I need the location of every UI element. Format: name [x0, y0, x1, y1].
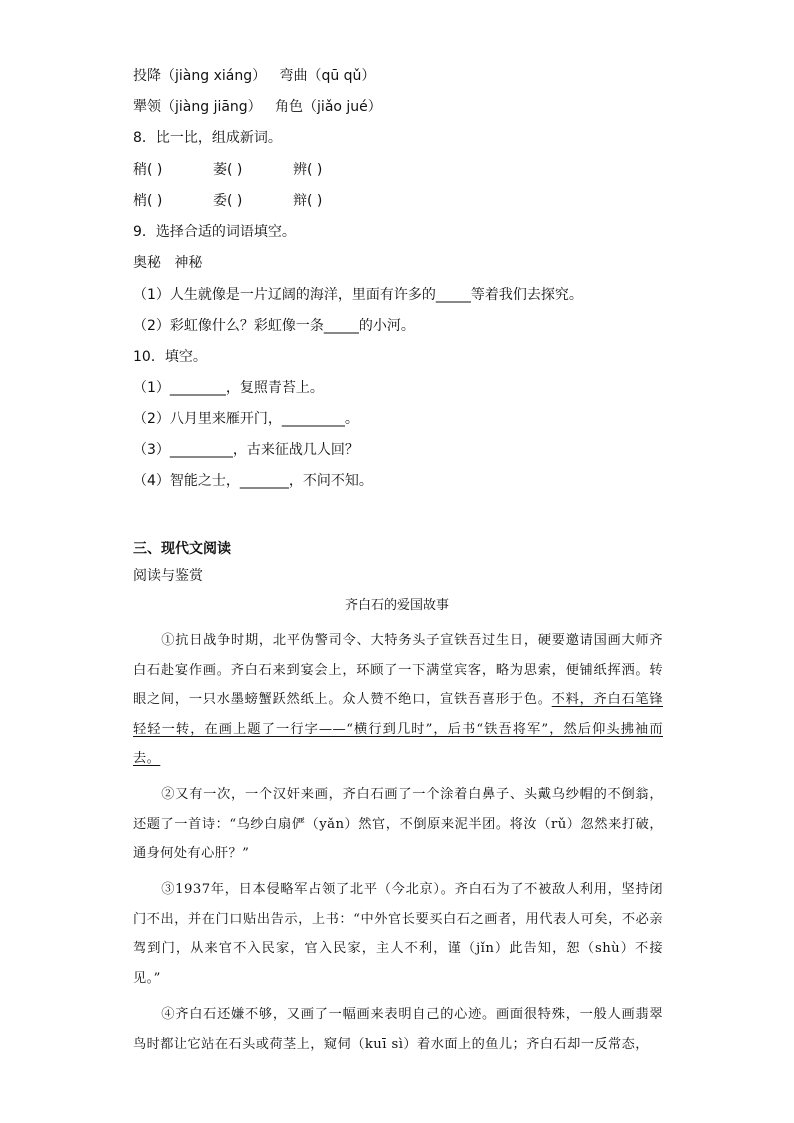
question-9-title: 9．选择合适的词语填空。 — [133, 224, 296, 240]
question-9-options: 奥秘 神秘 — [133, 255, 203, 271]
pinyin-word-juese: 角色（jiǎo jué） — [275, 99, 382, 115]
q8-cell-wei-entrust[interactable]: 委( ) — [213, 193, 243, 209]
section-3-subtitle: 阅读与鉴赏 — [133, 568, 203, 584]
q8-cell-wei[interactable]: 萎( ) — [213, 162, 243, 178]
section-3-title: 三、现代文阅读 — [133, 541, 231, 557]
article-paragraph-3 — [133, 875, 663, 993]
pinyin-line-1 — [133, 67, 375, 85]
question-10-item-4: （4）智能之士，_______，不问不知。 — [133, 473, 373, 489]
paragraph-1-underlined-text: 不料，齐白石笔锋轻轻一转，在画上题了一行字——“横行到几时”，后书“铁吾将军”，然后仰头拂袖而去。 — [133, 692, 663, 766]
q8-cell-bian[interactable]: 辨( ) — [293, 162, 323, 178]
paragraph-2-text: ②又有一次，一个汉奸来画，齐白石画了一个涂着白鼻子、头戴乌纱帽的不倒翁，还题了一首诗：“乌纱白扇俨（yǎn）然官，不倒原来泥半团。将汝（rǔ）忽然来打破，通身何处有心肝？” — [133, 787, 663, 861]
question-10-item-2: （2）八月里来雁开门，_________。 — [133, 411, 359, 427]
article-paragraph-2 — [133, 780, 663, 869]
paragraph-3-text: ③1937年，日本侵略军占领了北平（今北京）。齐白石为了不被敌人利用，坚持闭门不出，并在门口贴出告示，上书：“中外官长要买白石之画者，用代表人可矣，不必亲驾到门，从来官不入民家，官入民家，主人不利，谨（jǐn）此告知，恕（shù）不接见。” — [133, 882, 663, 986]
paragraph-1-text: ①抗日战争时期，北平伪警司令、大特务头子宣铁吾过生日，硬要邀请国画大师齐白石赴宴作画。齐白石来到宴会上，环顾了一下满堂宾客，略为思索，便铺纸挥洒。转眼之间，一只水墨螃蟹跃然纸上。众人赞不绝口，宣铁吾喜形于色。 — [133, 633, 663, 707]
question-8-row-1 — [133, 161, 322, 179]
pinyin-word-jiangling: 犟领（jiàng jiāng） — [133, 99, 262, 115]
paragraph-4-text: ④齐白石还嫌不够，又画了一幅画来表明自己的心迹。画面很特殊，一般人画翡翠鸟时都让它站在石头或荷茎上，窥伺（kuī sì）着水面上的鱼儿；齐白石却一反常态， — [133, 1007, 663, 1052]
article-paragraph-1 — [133, 626, 663, 774]
article-paragraph-4 — [133, 1000, 663, 1059]
question-10-title: 10．填空。 — [133, 349, 207, 365]
question-8-row-2 — [133, 192, 322, 210]
question-10-item-3: （3）_________，古来征战几人回？ — [133, 442, 359, 458]
question-10-item-1: （1）________，复照青苔上。 — [133, 380, 324, 396]
pinyin-word-wanqu: 弯曲（qū qǔ） — [279, 68, 376, 84]
q8-cell-shao[interactable]: 稍( ) — [133, 162, 163, 178]
question-9-item-2: （2）彩虹像什么？彩虹像一条_____的小河。 — [133, 318, 415, 334]
pinyin-word-touxiang: 投降（jiàng xiáng） — [133, 68, 267, 84]
question-9-item-1: （1）人生就像是一片辽阔的海洋，里面有许多的_____等着我们去探究。 — [133, 287, 583, 303]
article-title: 齐白石的爱国故事 — [344, 598, 449, 613]
q8-cell-shao-tree[interactable]: 梢( ) — [133, 193, 163, 209]
q8-cell-bian-debate[interactable]: 辩( ) — [293, 193, 323, 209]
pinyin-line-2 — [133, 98, 382, 116]
question-8-title: 8．比一比，组成新词。 — [133, 130, 282, 146]
